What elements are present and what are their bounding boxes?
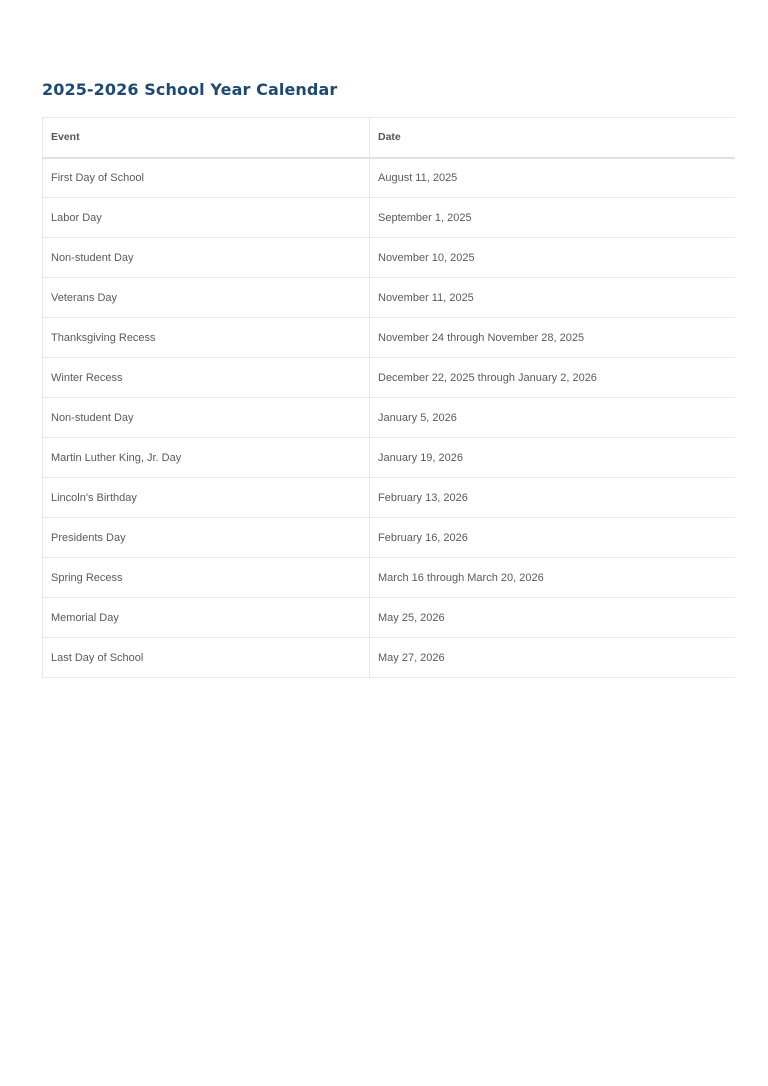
date-cell: November 11, 2025	[370, 278, 735, 318]
page-title: 2025-2026 School Year Calendar	[42, 80, 338, 99]
table-header-row	[43, 118, 735, 158]
table-row	[43, 558, 735, 598]
table-row	[43, 278, 735, 318]
date-cell: January 19, 2026	[370, 438, 735, 478]
table-row	[43, 358, 735, 398]
date-cell: March 16 through March 20, 2026	[370, 558, 735, 598]
event-cell: Veterans Day	[43, 278, 370, 318]
date-cell: November 24 through November 28, 2025	[370, 318, 735, 358]
column-header-date: Date	[370, 118, 735, 158]
event-cell: Thanksgiving Recess	[43, 318, 370, 358]
event-cell: Last Day of School	[43, 638, 370, 678]
table-row	[43, 638, 735, 678]
event-cell: Martin Luther King, Jr. Day	[43, 438, 370, 478]
table-row	[43, 318, 735, 358]
table-row	[43, 478, 735, 518]
date-cell: September 1, 2025	[370, 198, 735, 238]
date-cell: February 16, 2026	[370, 518, 735, 558]
event-cell: Labor Day	[43, 198, 370, 238]
table-row	[43, 158, 735, 198]
date-cell: December 22, 2025 through January 2, 2026	[370, 358, 735, 398]
table-row	[43, 398, 735, 438]
date-cell: May 27, 2026	[370, 638, 735, 678]
date-cell: August 11, 2025	[370, 158, 735, 198]
column-header-event: Event	[43, 118, 370, 158]
event-cell: First Day of School	[43, 158, 370, 198]
table-row	[43, 198, 735, 238]
date-cell: May 25, 2026	[370, 598, 735, 638]
table-row	[43, 598, 735, 638]
event-cell: Presidents Day	[43, 518, 370, 558]
date-cell: January 5, 2026	[370, 398, 735, 438]
event-cell: Winter Recess	[43, 358, 370, 398]
table-row	[43, 518, 735, 558]
table-row	[43, 438, 735, 478]
date-cell: November 10, 2025	[370, 238, 735, 278]
event-cell: Memorial Day	[43, 598, 370, 638]
table-row	[43, 238, 735, 278]
event-cell: Spring Recess	[43, 558, 370, 598]
calendar-table	[42, 117, 735, 678]
date-cell: February 13, 2026	[370, 478, 735, 518]
event-cell: Non-student Day	[43, 398, 370, 438]
event-cell: Non-student Day	[43, 238, 370, 278]
event-cell: Lincoln's Birthday	[43, 478, 370, 518]
